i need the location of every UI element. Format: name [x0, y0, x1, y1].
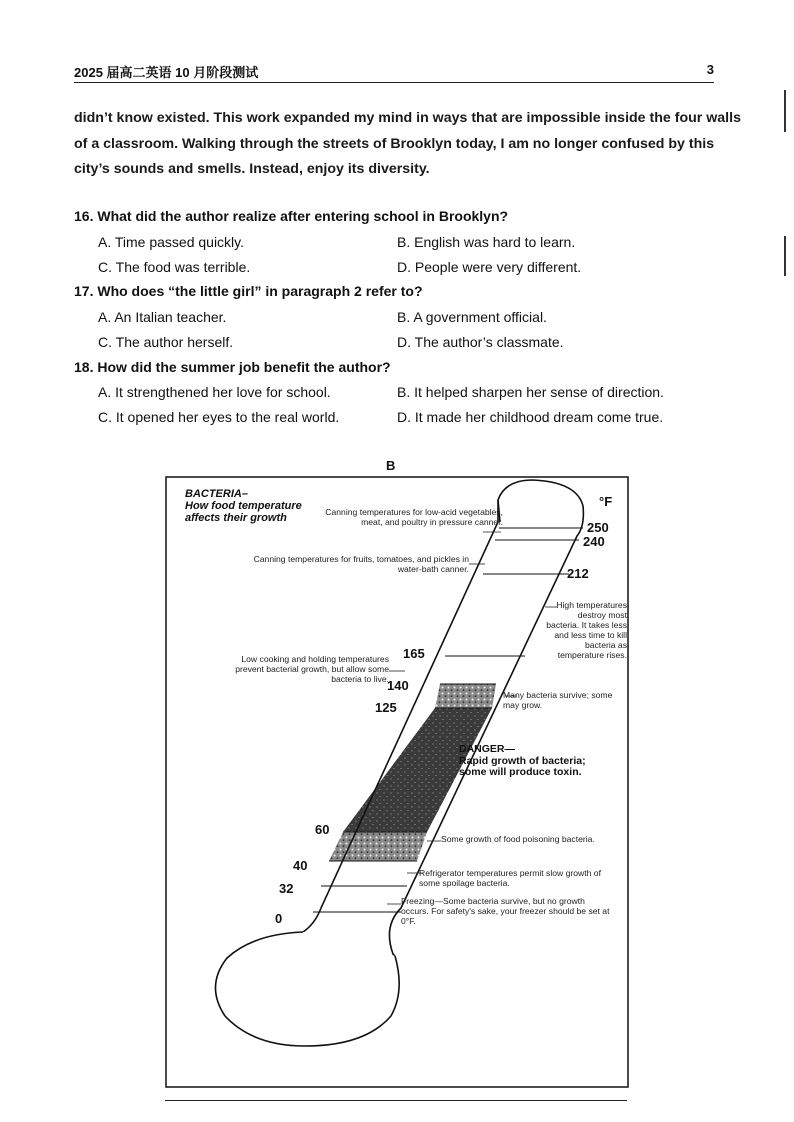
tick-125: 125 [375, 700, 397, 715]
question-16-option-a[interactable]: A. Time passed quickly. [98, 234, 245, 250]
passage-paragraph [74, 106, 741, 183]
label-refrigerator: Refrigerator temperatures permit slow growth of some spoilage bacteria. [419, 868, 601, 888]
scan-edge-mark [784, 90, 786, 132]
tick-60: 60 [315, 822, 330, 837]
question-18-option-b[interactable]: B. It helped sharpen her sense of direction. [397, 384, 664, 400]
thermometer-figure [165, 476, 631, 1090]
question-18-option-d[interactable]: D. It made her childhood dream come true. [397, 409, 664, 425]
tick-140: 140 [387, 678, 409, 693]
label-canning-low-acid: Canning temperatures for low-acid vegetables, meat, and poultry in pressure canner. [325, 507, 503, 527]
bottom-rule [165, 1100, 627, 1101]
tick-212: 212 [567, 566, 589, 581]
label-low-cooking: Low cooking and holding temperatures prevent bacterial growth, but allow some bacteria to live. [235, 654, 389, 684]
unit-label: °F [599, 494, 613, 509]
question-16-option-b[interactable]: B. English was hard to learn. [397, 234, 576, 250]
passage-line: city’s sounds and smells. Instead, enjoy its diversity. [74, 161, 430, 177]
question-18-stem: 18. How did the summer job benefit the author? [74, 359, 391, 375]
question-17-option-b[interactable]: B. A government official. [397, 309, 547, 325]
question-18-option-a[interactable]: A. It strengthened her love for school. [98, 384, 331, 400]
label-high-temps: High temperatures destroy most bacteria. It takes less and less time to kill bacteria as temperature rises. [546, 600, 627, 660]
danger-title: DANGER— [459, 743, 516, 755]
label-freezing: Freezing—Some bacteria survive, but no growth occurs. For safety's sake, your freezer should be set at 0°F. [401, 896, 610, 926]
page-header [74, 60, 714, 83]
tick-250: 250 [587, 520, 609, 535]
figure-title-line: How food temperature [185, 500, 302, 512]
question-16-option-d[interactable]: D. People were very different. [397, 259, 582, 275]
tick-240: 240 [583, 534, 605, 549]
tick-165: 165 [403, 646, 425, 661]
question-17-option-a[interactable]: A. An Italian teacher. [98, 309, 227, 325]
scan-edge-mark [784, 236, 786, 276]
question-17-option-c[interactable]: C. The author herself. [98, 334, 234, 350]
section-letter: B [386, 458, 396, 473]
label-some-growth: Some growth of food poisoning bacteria. [441, 834, 595, 844]
question-17-option-d[interactable]: D. The author’s classmate. [397, 334, 564, 350]
passage-line: of a classroom. Walking through the streets of Brooklyn today, I am no longer confused by this [74, 135, 715, 152]
question-16-option-c[interactable]: C. The food was terrible. [98, 259, 251, 275]
question-18-option-c[interactable]: C. It opened her eyes to the real world. [98, 409, 340, 425]
passage-line: didn’t know existed. This work expanded my mind in ways that are impossible inside the four walls [74, 110, 741, 126]
tick-0: 0 [275, 911, 283, 926]
page-number: 3 [706, 62, 714, 77]
label-canning-fruits: Canning temperatures for fruits, tomatoes, and pickles in water-bath canner. [253, 554, 469, 574]
exam-title: 2025 届高二英语 10 月阶段测试 [74, 65, 259, 80]
figure-title [185, 488, 302, 524]
label-many-bacteria: Many bacteria survive; some may grow. [503, 690, 613, 710]
figure-title-line: affects their growth [185, 512, 287, 524]
tick-32: 32 [279, 881, 294, 896]
figure-title-line: BACTERIA– [185, 488, 248, 500]
danger-label [459, 744, 587, 779]
tick-40: 40 [293, 858, 308, 873]
question-16-stem: 16. What did the author realize after entering school in Brooklyn? [74, 208, 509, 224]
band-140-125 [435, 684, 496, 708]
question-17-stem: 17. Who does “the little girl” in paragraph 2 refer to? [74, 283, 423, 299]
danger-text: Rapid growth of bacteria; some will produce toxin. [459, 754, 586, 778]
